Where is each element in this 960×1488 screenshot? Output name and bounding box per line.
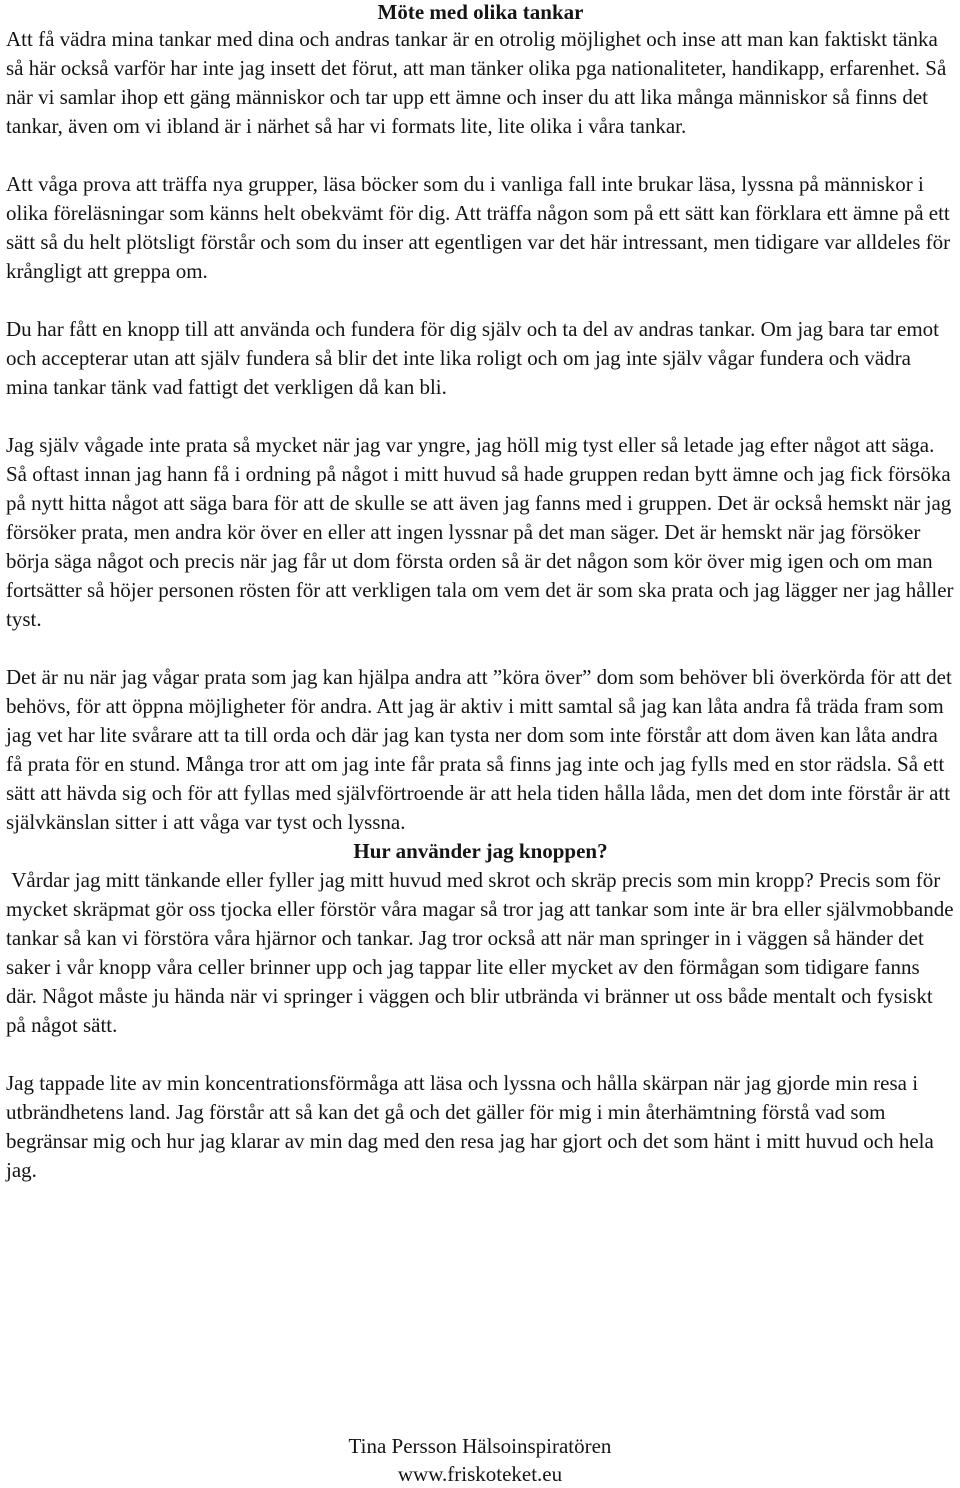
paragraph-3: Du har fått en knopp till att använda och fundera för dig själv och ta del av andras tankar. Om jag bara tar emot och accepterar utan att själv fundera så blir det inte lika roligt och om jag inte själv vågar fundera och vädra mina tankar tänk vad fattigt det verkligen då kan bli. (6, 317, 940, 399)
footer-author: Tina Persson Hälsoinspiratören (348, 1434, 612, 1458)
paragraph-2: Att våga prova att träffa nya grupper, läsa böcker som du i vanliga fall inte brukar läsa, lyssna på människor i olika föreläsningar som känns helt obekvämt för dig. Att träffa någon som på ett sätt kan förklara ett ämne på ett sätt så du helt plötsligt förstår och som du inser att egentligen var det här intressant, men tidigare var alldeles för krångligt att greppa om. (6, 172, 951, 283)
section-paragraph-2: Jag tappade lite av min koncentrationsförmåga att läsa och lyssna och hålla skärpan när jag gjorde min resa i utbrändhetens land. Jag förstår att så kan det gå och det gäller för mig i min återhämtning förstå vad som begränsar mig och hur jag klarar av min dag med den resa jag har gjort och det som hänt i mitt huvud och hela jag. (6, 1071, 934, 1182)
document-title: Möte med olika tankar (377, 0, 584, 24)
paragraph-4: Jag själv vågade inte prata så mycket när jag var yngre, jag höll mig tyst eller så letade jag efter något att säga. Så oftast innan jag hann få i ordning på något i mitt huvud så hade gruppen redan bytt ämne och jag fick försöka på nytt hitta något att säga bara för att de skulle se att även jag fanns med i gruppen. Det är också hemskt när jag försöker prata, men andra kör över en eller att ingen lyssnar på det man säger. Det är hemskt när jag försöker börja säga något och precis när jag får ut dom första orden så är det någon som kör över mig igen och om man fortsätter så höjer personen rösten för att verkligen tala om vem det är som ska prata och jag lägger ner jag håller tyst. (6, 433, 954, 631)
paragraph-5: Det är nu när jag vågar prata som jag kan hjälpa andra att ”köra över” dom som behöver bli överkörda för att det behövs, för att öppna möjligheter för andra. Att jag är aktiv i mitt samtal så jag kan låta andra få träda fram som jag vet har lite svårare att ta till orda och där jag kan tysta ner dom som inte förstår att dom även kan låta andra få prata för en stund. Många tror att om jag inte får prata så finns jag inte och jag fylls med en stor rädsla. Så ett sätt att hävda sig och för att fyllas med självförtroende är att hela tiden hålla låda, men det dom inte förstår är att självkänslan sitter i att våga var tyst och lyssna. (6, 665, 952, 834)
paragraph-1: Att få vädra mina tankar med dina och andras tankar är en otrolig möjlighet och inse att man kan faktiskt tänka så här också varför har inte jag insett det förut, att man tänker olika pga nationaliteter, handikapp, erfarenhet. Så när vi samlar ihop ett gäng människor och tar upp ett ämne och inser du att lika många människor så finns det tankar, även om vi ibland är i närhet så har vi formats lite, lite olika i våra tankar. (6, 27, 947, 138)
section-heading: Hur använder jag knoppen? (353, 839, 608, 863)
section-paragraph-1: Vårdar jag mitt tänkande eller fyller jag mitt huvud med skrot och skräp precis som min kropp? Precis som för mycket skräpmat gör oss tjocka eller förstör våra magar så tror jag att tankar som inte är bra eller självmobbande tankar så kan vi förstöra våra hjärnor och tankar. Jag tror också att när man springer in i väggen så händer det saker i vår knopp våra celler brinner upp och jag tappar lite eller mycket av den förmågan som tidigare fanns där. Något måste ju hända när vi springer i väggen och blir utbrända vi bränner ut oss både mentalt och fysiskt på något sätt. (6, 868, 959, 1037)
document-footer (0, 1432, 960, 1488)
footer-website-link[interactable]: www.friskoteket.eu (397, 1462, 563, 1486)
